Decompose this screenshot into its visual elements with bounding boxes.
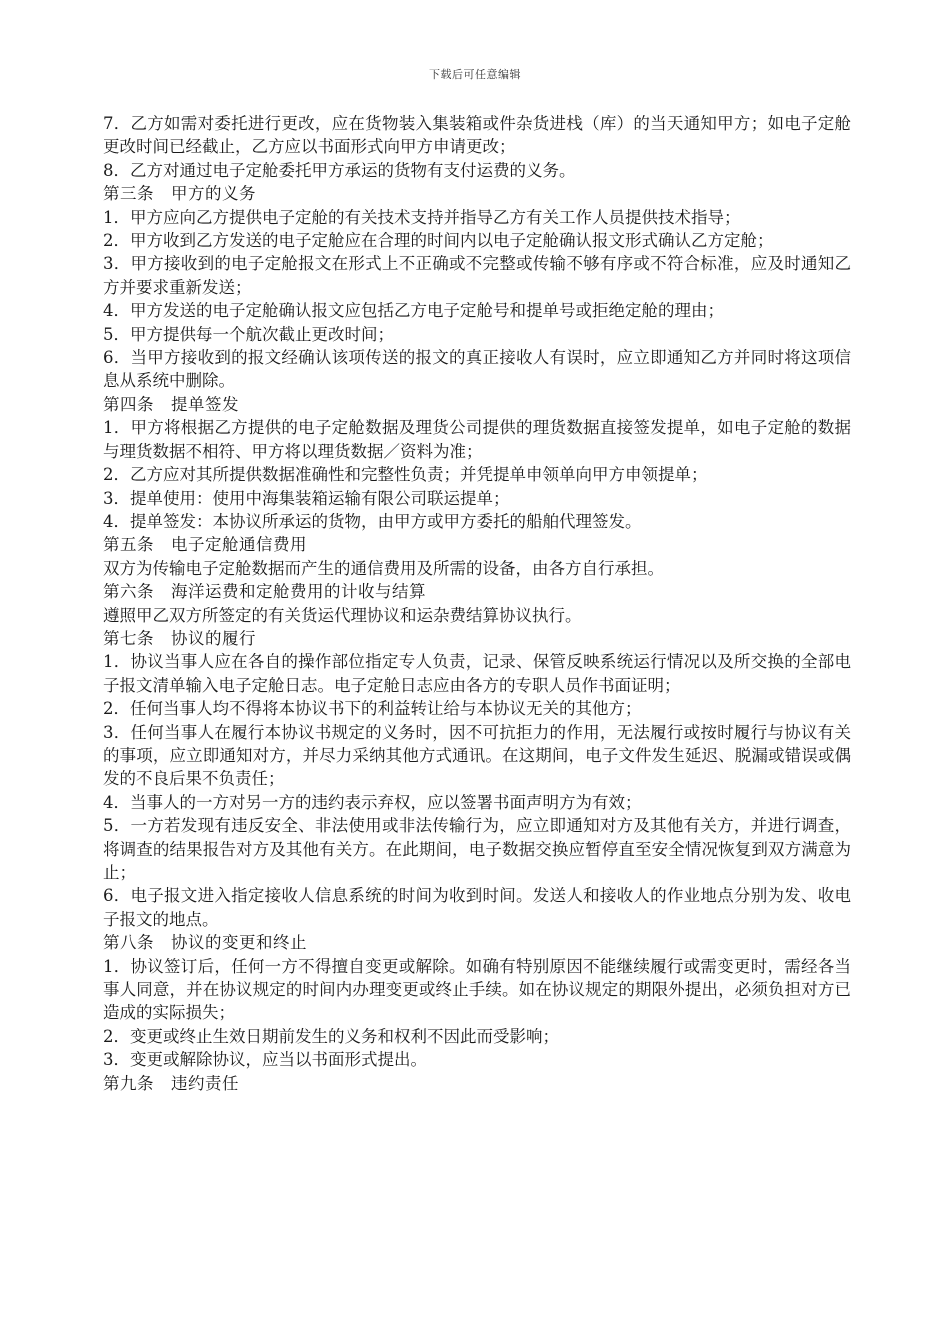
clause-paragraph: 2．任何当事人均不得将本协议书下的利益转让给与本协议无关的其他方； <box>103 699 642 719</box>
clause-paragraph: 1．协议当事人应在各自的操作部位指定专人负责，记录、保管反映系统运行情况以及所交换的全部电子报文清单输入电子定舱日志。电子定舱日志应由各方的专职人员作书面证明； <box>103 652 851 695</box>
clause-paragraph: 6．当甲方接收到的报文经确认该项传送的报文的真正接收人有误时，应立即通知乙方并同时将这项信息从系统中删除。 <box>103 348 851 391</box>
clause-paragraph: 2．变更或终止生效日期前发生的义务和权利不因此而受影响； <box>103 1026 559 1046</box>
clause-paragraph: 3．提单使用：使用中海集装箱运输有限公司联运提单； <box>103 488 510 508</box>
clause-paragraph: 1．协议签订后，任何一方不得擅自变更或解除。如确有特别原因不能继续履行或需变更时，需经各当事人同意，并在协议规定的时间内办理变更或终止手续。如在协议规定的期限外提出，必须负担对方已造成的实际损失； <box>103 956 851 1023</box>
clause-paragraph: 8．乙方对通过电子定舱委托甲方承运的货物有支付运费的义务。 <box>103 160 576 180</box>
clause-paragraph: 5．一方若发现有违反安全、非法使用或非法传输行为，应立即通知对方及其他有关方，并进行调查，将调查的结果报告对方及其他有关方。在此期间，电子数据交换应暂停直至安全情况恢复到双方满意为止； <box>103 816 851 882</box>
clause-paragraph: 2．乙方应对其所提供数据准确性和完整性负责；并凭提单申领单向甲方申领提单； <box>103 465 708 485</box>
clause-paragraph: 遵照甲乙双方所签定的有关货运代理协议和运杂费结算协议执行。 <box>103 605 582 625</box>
page-header: 下载后可任意编辑 <box>429 68 521 81</box>
clause-paragraph: 3．甲方接收到的电子定舱报文在形式上不正确或不完整或传输不够有序或不符合标准，应及时通知乙方并要求重新发送； <box>103 254 851 297</box>
section-heading: 第七条 协议的履行 <box>103 628 256 648</box>
clause-paragraph: 5．甲方提供每一个航次截止更改时间； <box>103 324 394 344</box>
clause-paragraph: 7．乙方如需对委托进行更改，应在货物装入集装箱或件杂货进栈（库）的当天通知甲方；如电子定舱更改时间已经截止，乙方应以书面形式向甲方申请更改； <box>103 114 851 157</box>
section-heading: 第三条 甲方的义务 <box>103 184 256 204</box>
clause-paragraph: 3．变更或解除协议，应当以书面形式提出。 <box>103 1050 427 1070</box>
clause-paragraph: 1．甲方应向乙方提供电子定舱的有关技术支持并指导乙方有关工作人员提供技术指导； <box>103 207 741 227</box>
clause-paragraph: 1．甲方将根据乙方提供的电子定舱数据及理货公司提供的理货数据直接签发提单，如电子定舱的数据与理货数据不相符、甲方将以理货数据／资料为准； <box>103 418 851 461</box>
document-body <box>103 112 851 1095</box>
section-heading: 第四条 提单签发 <box>103 394 239 414</box>
section-heading: 第八条 协议的变更和终止 <box>103 933 307 953</box>
clause-paragraph: 4．甲方发送的电子定舱确认报文应包括乙方电子定舱号和提单号或拒绝定舱的理由； <box>103 301 724 321</box>
clause-paragraph: 6．电子报文进入指定接收人信息系统的时间为收到时间。发送人和接收人的作业地点分别为发、收电子报文的地点。 <box>103 886 851 929</box>
section-heading: 第六条 海洋运费和定舱费用的计收与结算 <box>103 582 426 602</box>
clause-paragraph: 双方为传输电子定舱数据而产生的通信费用及所需的设备，由各方自行承担。 <box>103 558 664 578</box>
clause-paragraph: 4．当事人的一方对另一方的违约表示弃权，应以签署书面声明方为有效； <box>103 792 642 812</box>
section-heading: 第九条 违约责任 <box>103 1073 239 1093</box>
clause-paragraph: 3．任何当事人在履行本协议书规定的义务时，因不可抗拒力的作用，无法履行或按时履行与协议有关的事项，应立即通知对方，并尽力采纳其他方式通讯。在这期间，电子文件发生延迟、脱漏或错误或偶发的不良后果不负责任； <box>103 722 851 789</box>
clause-paragraph: 4．提单签发：本协议所承运的货物，由甲方或甲方委托的船舶代理签发。 <box>103 511 642 531</box>
section-heading: 第五条 电子定舱通信费用 <box>103 535 307 555</box>
clause-paragraph: 2．甲方收到乙方发送的电子定舱应在合理的时间内以电子定舱确认报文形式确认乙方定舱； <box>103 231 774 251</box>
